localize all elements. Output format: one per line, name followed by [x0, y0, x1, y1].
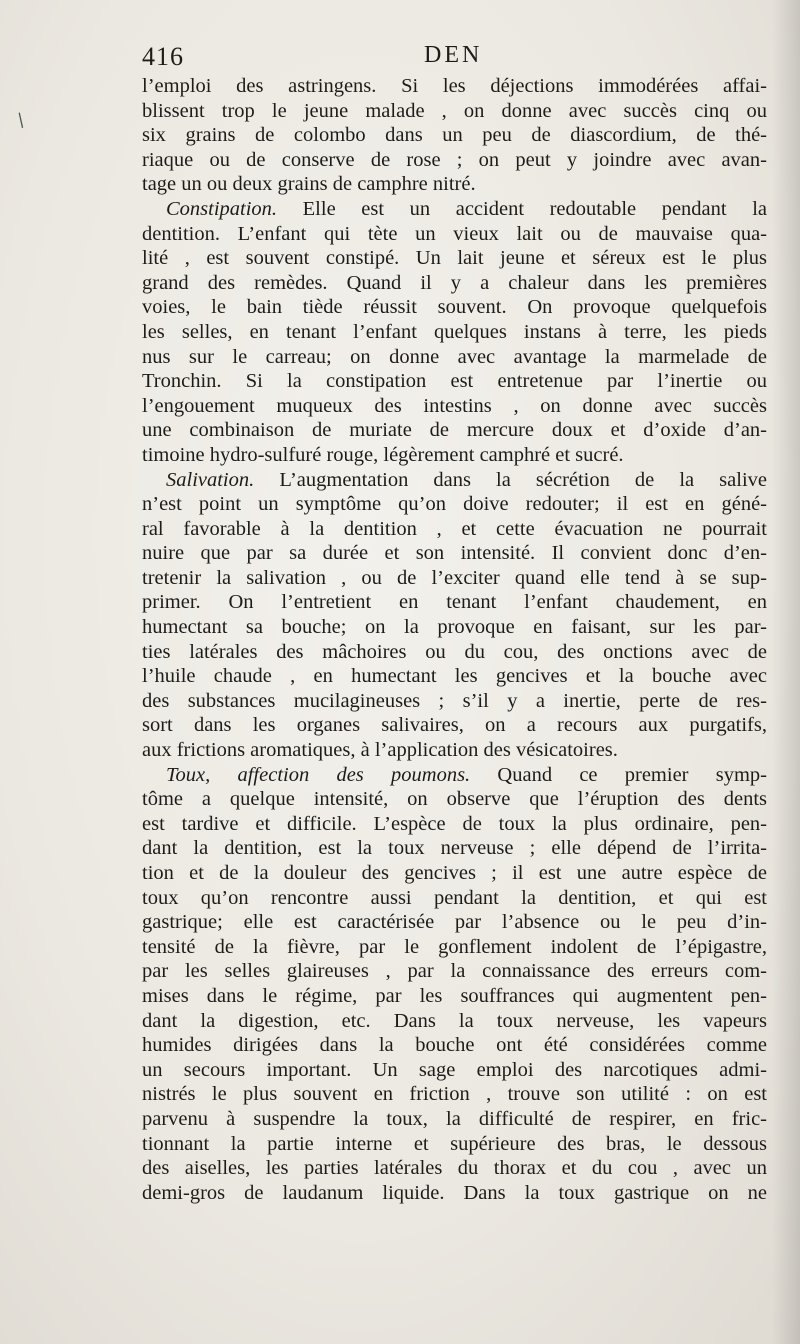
- text-line: [142, 984, 767, 1009]
- line-text: est tardive et difficile. L’espèce de toux la plus ordinaire, pen-: [142, 812, 767, 835]
- text-line: [142, 295, 767, 320]
- text-line: [142, 468, 767, 493]
- text-line: [142, 566, 767, 591]
- text-line: [142, 1009, 767, 1034]
- text-line: [142, 836, 767, 861]
- line-text: grand des remèdes. Quand il y a chaleur dans les premières: [142, 271, 767, 294]
- text-line: [142, 369, 767, 394]
- line-text: ral favorable à la dentition , et cette évacuation ne pourrait: [142, 517, 767, 540]
- paragraph-lead: Salivation.: [166, 468, 255, 491]
- line-text: parvenu à suspendre la toux, la difficulté de respirer, en fric-: [142, 1107, 767, 1130]
- text-line: [142, 123, 767, 148]
- line-text: mises dans le régime, par les souffrances qui augmentent pen-: [142, 984, 767, 1007]
- line-text: tretenir la salivation , ou de l’exciter quand elle tend à se sup-: [142, 566, 767, 589]
- page-number: 416: [142, 42, 184, 71]
- text-line: [142, 222, 767, 247]
- text-line: [142, 910, 767, 935]
- text-line: [142, 394, 767, 419]
- line-text: des substances mucilagineuses ; s’il y a inertie, perte de res-: [142, 689, 767, 712]
- line-text: six grains de colombo dans un peu de diascordium, de thé-: [142, 124, 767, 147]
- line-text: ties latérales des mâchoires ou du cou, des onctions avec de: [142, 640, 767, 663]
- text-line: [142, 99, 767, 124]
- paragraph-lead: Toux, affection des poumons.: [166, 763, 471, 786]
- text-line: [142, 1156, 767, 1181]
- line-text: humectant sa bouche; on la provoque en faisant, sur les par-: [142, 616, 767, 639]
- line-text: n’est point un symptôme qu’on doive redouter; il est en géné-: [142, 493, 767, 516]
- body-text: [142, 74, 767, 1205]
- text-line: [142, 197, 767, 222]
- line-text: tage un ou deux grains de camphre nitré.: [142, 173, 476, 196]
- text-line: [142, 763, 767, 788]
- line-text: dant la dentition, est la toux nerveuse ; elle dépend de l’irrita-: [142, 837, 767, 860]
- text-line: [142, 246, 767, 271]
- text-line: [142, 517, 767, 542]
- line-text: dentition. L’enfant qui tète un vieux lait ou de mauvaise qua-: [142, 222, 767, 245]
- line-text: timoine hydro-sulfuré rouge, légèrement camphré et sucré.: [142, 443, 624, 466]
- text-line: [142, 738, 767, 763]
- line-text: blissent trop le jeune malade , on donne avec succès cinq ou: [142, 99, 767, 122]
- line-text: tôme a quelque intensité, on observe que l’éruption des dents: [142, 788, 767, 811]
- binding-shadow: [772, 0, 800, 1344]
- line-text: des aiselles, les parties latérales du thorax et du cou , avec un: [142, 1157, 767, 1180]
- text-line: [142, 689, 767, 714]
- line-text: par les selles glaireuses , par la connaissance des erreurs com-: [142, 960, 767, 983]
- line-text: l’huile chaude , en humectant les gencives et la bouche avec: [142, 665, 767, 688]
- text-line: [142, 172, 767, 197]
- line-text: l’engouement muqueux des intestins , on donne avec succès: [142, 394, 767, 417]
- line-text: toux qu’on rencontre aussi pendant la dentition, et qui est: [142, 886, 767, 909]
- line-text: voies, le bain tiède réussit souvent. On provoque quelquefois: [142, 296, 767, 319]
- text-line: [142, 271, 767, 296]
- text-line: [142, 787, 767, 812]
- line-text: les selles, en tenant l’enfant quelques instans à terre, les pieds: [142, 320, 767, 343]
- text-line: [142, 640, 767, 665]
- text-line: [142, 886, 767, 911]
- text-line: [142, 418, 767, 443]
- line-text: une combinaison de muriate de mercure doux et d’oxide d’an-: [142, 419, 767, 442]
- text-line: [142, 148, 767, 173]
- text-line: [142, 320, 767, 345]
- text-line: [142, 935, 767, 960]
- line-text: sort dans les organes salivaires, on a recours aux purgatifs,: [142, 714, 767, 737]
- text-line: [142, 590, 767, 615]
- text-line: [142, 1181, 767, 1206]
- text-line: [142, 1082, 767, 1107]
- text-line: [142, 1058, 767, 1083]
- line-text: nistrés le plus souvent en friction , trouve son utilité : on est: [142, 1083, 767, 1106]
- line-text: gastrique; elle est caractérisée par l’absence ou le peu d’in-: [142, 911, 767, 934]
- page-header: [142, 42, 762, 74]
- line-text: nuire que par sa durée et son intensité. Il convient donc d’en-: [142, 542, 767, 565]
- text-line: [142, 1132, 767, 1157]
- line-text: tionnant la partie interne et supérieure des bras, le dessous: [142, 1132, 767, 1155]
- text-line: [142, 443, 767, 468]
- line-text: demi-gros de laudanum liquide. Dans la toux gastrique on ne: [142, 1181, 767, 1204]
- text-line: [142, 615, 767, 640]
- line-text: tion et de la douleur des gencives ; il est une autre espèce de: [142, 862, 767, 884]
- line-text: Tronchin. Si la constipation est entretenue par l’inertie ou: [142, 370, 767, 393]
- text-line: [142, 664, 767, 689]
- margin-mark: /: [13, 109, 29, 132]
- text-line: [142, 713, 767, 738]
- running-head: DEN: [424, 42, 483, 68]
- text-line: [142, 812, 767, 837]
- line-text: Quand ce premier symp-: [470, 763, 767, 786]
- line-text: l’emploi des astringens. Si les déjections immodérées affai-: [142, 75, 767, 97]
- line-text: riaque ou de conserve de rose ; on peut y joindre avec avan-: [142, 148, 767, 171]
- text-line: [142, 492, 767, 517]
- line-text: humides dirigées dans la bouche ont été considérées comme: [142, 1034, 767, 1057]
- line-text: primer. On l’entretient en tenant l’enfant chaudement, en: [142, 591, 767, 614]
- text-line: [142, 74, 767, 99]
- text-line: [142, 541, 767, 566]
- text-line: [142, 1107, 767, 1132]
- line-text: aux frictions aromatiques, à l’application des vésicatoires.: [142, 739, 618, 762]
- line-text: dant la digestion, etc. Dans la toux nerveuse, les vapeurs: [142, 1009, 767, 1032]
- line-text: Elle est un accident redoutable pendant la: [277, 197, 767, 220]
- text-line: [142, 1033, 767, 1058]
- line-text: lité , est souvent constipé. Un lait jeune et séreux est le plus: [142, 247, 767, 270]
- text-line: [142, 345, 767, 370]
- paragraph-lead: Constipation.: [166, 197, 278, 220]
- text-line: [142, 959, 767, 984]
- line-text: nus sur le carreau; on donne avec avantage la marmelade de: [142, 345, 767, 368]
- line-text: L’augmentation dans la sécrétion de la salive: [254, 468, 767, 491]
- text-line: [142, 861, 767, 886]
- line-text: un secours important. Un sage emploi des narcotiques admi-: [142, 1058, 767, 1081]
- line-text: tensité de la fièvre, par le gonflement indolent de l’épigastre,: [142, 935, 767, 958]
